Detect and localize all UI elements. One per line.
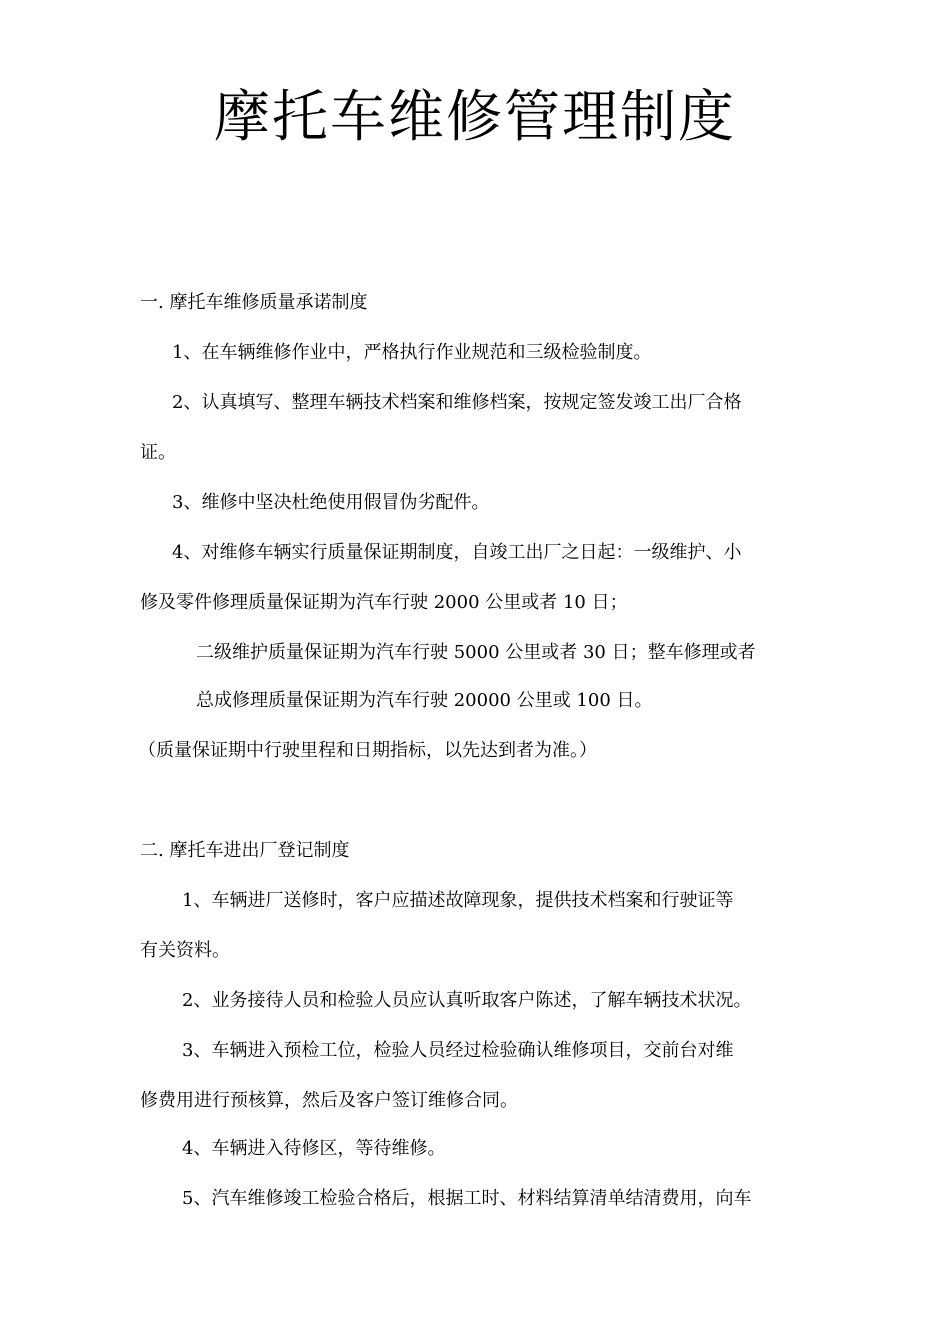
section-2-item-3-line-1: 3、车辆进入预检工位，检验人员经过检验确认维修项目，交前台对维 xyxy=(182,1040,734,1061)
section-1-item-2-line-1: 2、认真填写、整理车辆技术档案和维修档案，按规定签发竣工出厂合格 xyxy=(172,392,742,413)
section-2-item-4: 4、车辆进入待修区，等待维修。 xyxy=(182,1138,446,1159)
section-1-item-2-line-2: 证。 xyxy=(140,442,176,463)
section-2-item-3-line-2: 修费用进行预核算，然后及客户签订维修合同。 xyxy=(140,1090,518,1111)
section-1-heading: 一. 摩托车维修质量承诺制度 xyxy=(140,292,368,313)
section-1-item-4-line-1: 4、对维修车辆实行质量保证期制度，自竣工出厂之日起：一级维护、小 xyxy=(172,542,742,563)
section-1-item-1: 1、在车辆维修作业中，严格执行作业规范和三级检验制度。 xyxy=(172,342,652,363)
section-1-item-4-line-4: 总成修理质量保证期为汽车行驶 20000 公里或 100 日。 xyxy=(196,690,653,711)
section-1-item-4-line-3: 二级维护质量保证期为汽车行驶 5000 公里或者 30 日；整车修理或者 xyxy=(196,642,756,663)
section-1-item-4-line-2: 修及零件修理质量保证期为汽车行驶 2000 公里或者 10 日； xyxy=(140,592,628,613)
section-2-item-2: 2、业务接待人员和检验人员应认真听取客户陈述，了解车辆技术状况。 xyxy=(182,990,752,1011)
document-title: 摩托车维修管理制度 xyxy=(214,85,736,150)
section-2-item-1-line-2: 有关资料。 xyxy=(140,940,230,961)
section-2-item-1-line-1: 1、车辆进厂送修时，客户应描述故障现象，提供技术档案和行驶证等 xyxy=(182,890,734,911)
section-2-heading: 二. 摩托车进出厂登记制度 xyxy=(140,840,350,861)
section-2-item-5-line-1: 5、汽车维修竣工检验合格后，根据工时、材料结算清单结清费用，向车 xyxy=(182,1188,752,1209)
section-1-note: （质量保证期中行驶里程和日期指标，以先达到者为准。） xyxy=(138,740,597,761)
section-1-item-3: 3、维修中坚决杜绝使用假冒伪劣配件。 xyxy=(172,492,490,513)
